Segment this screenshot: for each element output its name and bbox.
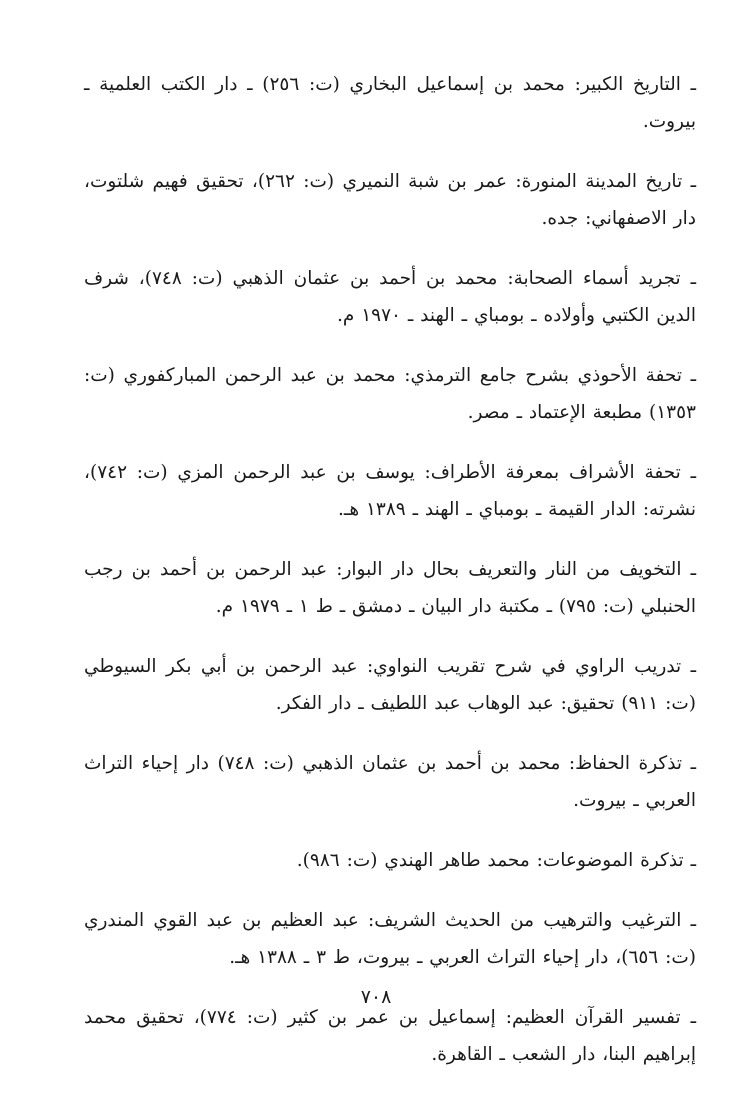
page-number: ٧٠٨	[360, 986, 392, 1008]
bibliography-entry: ـ تذكرة الموضوعات: محمد طاهر الهندي (ت: ٩٨٦).	[296, 850, 696, 871]
bibliography-entry: ـ التاريخ الكبير: محمد بن إسماعيل البخاري (ت: ٢٥٦) ـ دار الكتب العلمية ـ بيروت.	[84, 74, 696, 132]
bibliography-entry: ـ تحفة الأشراف بمعرفة الأطراف: يوسف بن عبد الرحمن المزي (ت: ٧٤٢)، نشرته: الدار القيمة ـ بومباي ـ الهند ـ ١٣٨٩ هـ.	[84, 462, 696, 520]
bibliography-entry: ـ تجريد أسماء الصحابة: محمد بن أحمد بن عثمان الذهبي (ت: ٧٤٨)، شرف الدين الكتبي وأولاده ـ بومباي ـ الهند ـ ١٩٧٠ م.	[84, 268, 696, 326]
bibliography-entry: ـ تاريخ المدينة المنورة: عمر بن شبة النميري (ت: ٢٦٢)، تحقيق فهيم شلتوت، دار الاصفهاني: جده.	[84, 171, 696, 229]
bibliography-entry: ـ تحفة الأحوذي بشرح جامع الترمذي: محمد بن عبد الرحمن المباركفوري (ت: ١٣٥٣) مطبعة الإعتماد ـ مصر.	[84, 365, 696, 423]
bibliography-entry: ـ تذكرة الحفاظ: محمد بن أحمد بن عثمان الذهبي (ت: ٧٤٨) دار إحياء التراث العربي ـ بيروت.	[84, 753, 697, 811]
bibliography-list	[84, 66, 696, 1096]
bibliography-entry: ـ الترغيب والترهيب من الحديث الشريف: عبد العظيم بن عبد القوي المندري (ت: ٦٥٦)، دار إحياء التراث العربي ـ بيروت، ط ٣ ـ ١٣٨٨ هـ.	[84, 910, 696, 968]
bibliography-entry: ـ تدريب الراوي في شرح تقريب النواوي: عبد الرحمن بن أبي بكر السيوطي (ت: ٩١١) تحقيق: عبد الوهاب عبد اللطيف ـ دار الفكر.	[84, 656, 696, 714]
bibliography-entry: ـ التخويف من النار والتعريف بحال دار البوار: عبد الرحمن بن أحمد بن رجب الحنبلي (ت: ٧٩٥) ـ مكتبة دار البيان ـ دمشق ـ ط ١ ـ ١٩٧٩ م.	[84, 559, 696, 617]
bibliography-entry: ـ تفسير القرآن العظيم: إسماعيل بن عمر بن كثير (ت: ٧٧٤)، تحقيق محمد إبراهيم البنا، دار الشعب ـ القاهرة.	[84, 1007, 697, 1065]
